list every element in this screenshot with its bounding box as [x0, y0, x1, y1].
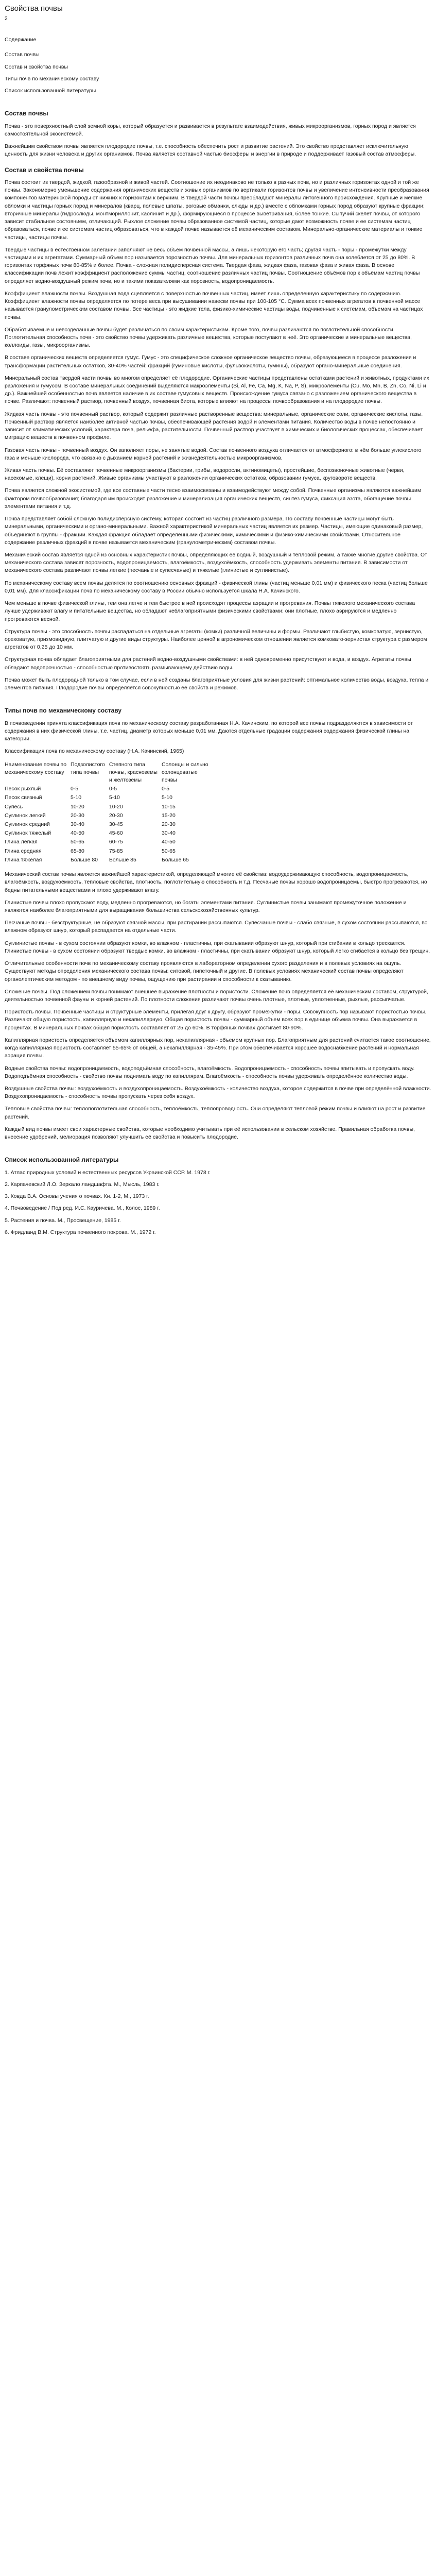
table-cell: 10-20 [71, 803, 84, 810]
paragraph: Почва - это поверхностный слой земной коры, который образуется и развивается в результате взаимодействия, живых микроорганизмов, горных пород и является самостоятельной экосистемой. [5, 123, 416, 137]
paragraph: Твердые частицы в естественном залегании заполняют не весь объем почвенной массы, а лишь некоторую его часть; другая часть - поры - промежутки между частицами и их агрегатами. Суммарный объем пор называется порозностью почвы. Для минеральных горизонтов различных почв она колеблется от 25 до 80%. В горизонтах торфяных почв 80-85% и более. Почва - сложная полидисперсная система. Твердая фаза, жидкая фаза, газовая фаза и живая фаза. В основе классификации почв лежит коэффициент расположение суммы частиц, соотношение различных частиц почвы. Соотношение объёмов пор к объёмам частиц почвы определяет водно-воздушный режим почв, но и такими показателями как порозность, водопроницаемость. [5, 246, 420, 284]
table-row [5, 803, 213, 811]
table-cell: 5-10 [71, 794, 82, 801]
paragraph: Каждый вид почвы имеет свои характерные свойства, которые необходимо учитывать при её использовании в сельском хозяйстве. Правильная обработка почвы, внесение удобрений, мелиорация позволяют улучшить её свойства и повысить плодородие. [5, 1126, 415, 1141]
table-cell: Глина средняя [5, 848, 42, 854]
paragraph: Песчаные почвы - безструктурные, не образуют связной массы, при растирании рассыпаются. Супесчаные почвы - слабо связные, в сухом состоянии рассыпаются, во влажном образуют шнур, который распадается на отдельные части. [5, 920, 428, 934]
section-heading: Состав почвы [5, 110, 48, 117]
table-cell: Суглинок тяжелый [5, 830, 51, 837]
table-header-cell: Подзолистого типа почвы [71, 761, 105, 775]
paragraph: Суглинистые почвы - в сухом состоянии образуют комки, во влажном - пластичны, при скатывании образуют шнур, который при сгибании в кольцо трескается. Глинистые почвы - в сухом состоянии образуют твердые комки, во влажном - пластичны, при скатывании образуют шнур, который легко сгибается в кольцо без трещин. [5, 940, 430, 954]
paragraph: Почва является сложной экосистемой, где все составные части тесно взаимосвязаны и взаимодействуют между собой. Почвенные организмы являются важнейшим фактором почвообразования; благодаря им происходит разложение и минерализация органических веществ, синтез гумуса, фиксация азота, обогащение почвы элементами питания и т.д. [5, 487, 422, 510]
document-title: Свойства почвы [5, 4, 63, 13]
section-body [5, 123, 431, 159]
paragraph: Водные свойства почвы: водопроницаемость, водоподъёмная способность, влагоёмкость. Водопроницаемость - способность почвы впитывать и пропускать воду. Водоподъёмная способность - свойство почвы поднимать воду по капиллярам. Влагоёмкость - способность почвы удерживать определённое количество воды. [5, 1065, 415, 1079]
paragraph: Важнейшим свойством почвы является плодородие почвы, т.е. способность обеспечить рост и развитие растений. Это свойство представляет исключительную ценность для жизни человека и других организмов. Почва является составной частью биосферы и энергии в природе и поддерживает газовый состав атмосферы. [5, 143, 416, 158]
paragraph: Механический состав почвы является важнейшей характеристикой, определяющей многие её свойства: водоудерживающую способность, водопроницаемость, влагоёмкость, воздухоёмкость, тепловые свойства, плотность, поглотительную способность и т.д. Песчаные почвы хорошо водопроницаемы, быстро прогреваются, но бедны питательными веществами и плохо удерживают влагу. [5, 871, 427, 893]
table-cell: Песок связный [5, 794, 42, 801]
toc-item[interactable]: Состав и свойства почвы [5, 63, 68, 70]
table-cell: 50-65 [71, 839, 84, 845]
paragraph: Структура почвы - это способность почвы распадаться на отдельные агрегаты (комки) различной величины и формы. Различают глыбистую, комковатую, зернистую, ореховатую, призмовидную, плитчатую и другие виды структуры. Наиболее ценной в агрономическом отношении является комковато-зернистая структура с размером агрегатов от 0,25 до 10 мм. [5, 628, 427, 651]
paragraph: Обработываемые и невозделанные почвы будет различаться по своим характеристикам. Кроме того, почвы различаются по поглотительной способности. Поглотительная способность почв - это свойство почвы удерживать различные вещества, которые поступают в неё. Это органические и минеральные вещества, коллоиды, газы, микроорганизмы. [5, 326, 412, 349]
paragraph: Тепловые свойства почвы: теплопоглотительная способность, теплоёмкость, теплопроводность. Они определяют тепловой режим почвы и влияют на рост и развитие растений. [5, 1106, 426, 1120]
soil-texture-table [5, 760, 213, 865]
toc-item[interactable]: Типы почв по механическому составу [5, 75, 99, 82]
table-cell: 30-40 [161, 830, 176, 837]
paragraph: Жидкая часть почвы - это почвенный раствор, который содержит различные растворенные вещества: минеральные, органические соли, органические кислоты, газы. Почвенный раствор является наиболее активной частью почвы, обеспечивающей растения водой и элементами питания. Количество воды в почве непостоянно и зависит от климатических условий, характера почв, рельефа, растительности. Почвенный раствор участвует в химических и биологических процессах, обеспечивает миграцию веществ в почвенном профиле. [5, 411, 423, 441]
table-of-contents [5, 51, 431, 95]
table-cell: 40-50 [71, 830, 84, 837]
table-cell: 30-45 [109, 821, 123, 828]
table-caption: Классификация почв по механическому составу (Н.А. Качинский, 1965) [5, 748, 184, 755]
paragraph: По механическому составу всем почвы делятся по соотношению основных фракций - физической глины (частиц меньше 0,01 мм) и физического песка (частиц больше 0,01 мм). Для классификации почв по механическому составу в России обычно используется шкала Н.А. Качинского. [5, 580, 428, 594]
paragraph: Почва представляет собой сложную полидисперсную систему, которая состоит из частиц различного размера. По составу почвенные частицы могут быть минеральными, органическими и органо-минеральными. Важной характеристикой минеральных частиц является их размер. Частицы, имеющие одинаковый размер, объединяют в группы - фракции. Каждая фракция обладает определенными физическими, химическими и физико-химическими свойствами. Относительное содержание различных фракций в почве называется механическим (гранулометрическим) составом почвы. [5, 516, 423, 546]
table-cell: 15-20 [161, 812, 176, 819]
paragraph: В почвоведении принята классификация почв по механическому составу разработанная Н.А. Качинским, по которой все почвы подразделяются в зависимости от содержания в них физической глины, т.е. частиц, диаметр которых меньше 0,01 мм. Даются отдельные градации содержания содержания физической глины на категории. [5, 720, 413, 742]
table-cell: 45-60 [109, 830, 123, 837]
table-cell: 10-15 [161, 803, 176, 810]
paragraph: Почва состоит из твердой, жидкой, газообразной и живой частей. Соотношение их неодинаково не только в разных почв, но и различных горизонтах одной и той же почвы. Закономерно уменьшение содержания органических веществ и живых организмов по вертикали горизонтов почвы и увеличение интенсивности преобразования компонентов материнской породы от нижних к горизонтам к верхним. В твердой части почвы преобладают минералы литогенного происхождения. Крупные и мелкие обломки и частицы горных пород и минералов (кварц, полевые шпаты, роговые обманки, слюды и др.) вместе с обломками горных пород образуют крупные фракции; вторичные минералы (гидрослюды, монтмориллонит, каолинит и др.), формирующиеся в процессе выветривания, более тонкие. Сыпучий скелет почвы, от которого зависит стабильное состоянием, отличающий. Рыхлое сложение почвы образованное системой частиц, которые дают возможность почве и ее системам частиц образоваться, почве и ее системам частиц образоваться, что в каждой почве называется её механическим составом. Минерально-органические материалы и тонкие частицы, частицы почвы. [5, 179, 429, 241]
table-header-row [5, 760, 213, 785]
table-cell: 75-85 [109, 848, 123, 854]
page-number: 2 [5, 15, 8, 22]
table-body [5, 785, 213, 865]
paragraph: Механический состав является одной из основных характеристик почвы, определяющих её водный, воздушный и тепловой режим, а также многие другие свойства. От механического состава зависят порозность, водопроницаемость, влагоёмкость, воздухоёмкость, способность удерживать элементы питания. В зависимости от механического состава различают почвы легкие (песчаные и супесчаные) и тяжелые (глинистые и суглинистые). [5, 551, 427, 574]
paragraph: Коэффициент влажности почвы. Воздушная вода сцепляется с поверхностью почвенных частиц, имеет лишь определенную характеристику по содержанию. Коэффициент влажности почвы определяется по потере веса при высушивании навески почвы при 100-105 °С. Сумма всех почвенных агрегатов в почвенной массе называется гранулометрическим составом почвы. Все частицы - это жидкие тела, физико-химические частицы воды, подчиненные к системам, объемам на частицах почвы. [5, 290, 423, 320]
toc-item[interactable]: Список использованной литературы [5, 88, 96, 94]
table-row [5, 811, 213, 820]
table-header-cell: Наименование почвы по механическому составу [5, 761, 67, 775]
table-cell: 0-5 [109, 786, 117, 792]
table-row [5, 838, 213, 846]
document-page [0, 0, 436, 1246]
table-cell: 5-10 [161, 794, 172, 801]
paragraph: Глинистые почвы плохо пропускают воду, медленно прогреваются, но богаты элементами питания. Суглинистые почвы занимают промежуточное положение и являются наиболее благоприятными для выращивания большинства сельскохозяйственных культур. [5, 899, 407, 914]
paragraph: Пористость почвы. Почвенные частицы и структурные элементы, прилегая друг к другу, образуют промежутки - поры. Совокупность пор называют пористостью почвы. Различают общую пористость, капиллярную и некапиллярную. Общая пористость почвы - суммарный объем всех пор в единице объема почвы. Она выражается в процентах. В минеральных почвах общая пористость составляет от 25 до 60%. В торфяных почвах достигает 80-90%. [5, 1009, 427, 1031]
reference-item: 2. Карпачевский Л.О. Зеркало ландшафта. М., Мысль, 1983 г. [5, 1181, 160, 1188]
section-heading: Состав и свойства почвы [5, 166, 84, 174]
table-cell: Песок рыхлый [5, 786, 41, 792]
table-row [5, 847, 213, 856]
table-cell: Суглинок средний [5, 821, 50, 828]
paragraph: Чем меньше в почве физической глины, тем она легче и тем быстрее в ней происходят процессы аэрации и прогревания. Почвы тяжелого механического состава лучше удерживают влагу и питательные вещества, но обладают неблагоприятными физическими свойствами: они плотные, плохо аэрируются и медленно прогреваются весной. [5, 600, 415, 622]
paragraph: Сложение почвы. Под сложением почвы понимают внешнее выражение плотности и пористости. Сложение почв определяется её механическим составом, структурой, деятельностью почвенной фауны и корней растений. По плотности сложения различают почвы очень плотные, плотные, уплотненные, рыхлые, рассыпчатые. [5, 988, 428, 1003]
section-heading: Типы почв по механическому составу [5, 707, 122, 715]
table-cell: 20-30 [71, 812, 84, 819]
table-row [5, 820, 213, 829]
paragraph: В составе органических веществ определяется гумус. Гумус - это специфическое сложное органическое вещество почвы, образующееся в процессе разложения и трансформации растительных остатков, 30-40% частей: фракций (гуминовые кислоты, фульвокислоты, гумины), образуют органо-минеральные соединения. [5, 354, 416, 369]
section-heading: Список использованной литературы [5, 1156, 119, 1164]
paragraph: Отличительные особенности почв по механическому составу проявляются в лабораторном определении сухого разделения и в полевых условиях на ощупь. Существуют методы определения механического состава почвы: ситовой, пипеточный и другие. В полевых условиях механический состав почвы определяют органолептическим методом - по внешнему виду почвы, ощущению при растирании и способности к скатыванию. [5, 960, 404, 982]
table-cell: 10-20 [109, 803, 123, 810]
reference-list [5, 1169, 431, 1236]
paragraph: Минеральный состав твердой части почвы во многом определяет её плодородие. Органические частицы представлены остатками растений и животных, продуктами их разложения и гумусом. В составе минеральных соединений выделяются макроэлементы (Si, Al, Fe, Ca, Mg, K, Na, P, S), микроэлементы (Cu, Mo, Mn, B, Zn, Co, Ni, Li и др.). Важнейшей особенностью почв является наличие в их составе гумусовых веществ. Происхождение гумуса связано с разложением органического вещества в почве. Различают: почвенный раствор, почвенный воздух, почвенная биота, которые влияют на процессы почвообразования и на плодородие почвы. [5, 375, 429, 405]
paragraph: Газовая часть почвы - почвенный воздух. Он заполняет поры, не занятые водой. Состав почвенного воздуха отличается от атмосферного: в нём больше углекислого газа и меньше кислорода, что связано с дыханием корней растений и жизнедеятельностью микроорганизмов. [5, 447, 422, 461]
toc-item[interactable]: Состав почвы [5, 52, 40, 58]
table-row [5, 793, 213, 802]
reference-item: 5. Растения и почва. М., Просвещение, 1985 г. [5, 1217, 121, 1224]
paragraph: Почва может быть плодородной только в том случае, если в ней созданы благоприятные условия для жизни растений: оптимальное количество воды, воздуха, тепла и элементов питания. Плодородие почвы определяется совокупностью её свойств и режимов. [5, 676, 429, 691]
paragraph: Структурная почва обладает благоприятными для растений водно-воздушными свойствами: в ней одновременно присутствуют и вода, и воздух. Агрегаты почвы обладают водопрочностью - способностью противостоять размывающему действию воды. [5, 656, 411, 671]
contents-label: Содержание [5, 37, 37, 43]
section-body [5, 871, 431, 1141]
table-cell: 60-75 [109, 839, 123, 845]
table-cell: 20-30 [109, 812, 123, 819]
table-cell: 50-65 [161, 848, 176, 854]
table-cell: Суглинок легкий [5, 812, 46, 819]
table-cell: Больше 80 [71, 856, 98, 863]
reference-item: 3. Ковда В.А. Основы учения о почвах. Кн. 1-2, М., 1973 г. [5, 1193, 149, 1200]
table-cell: 5-10 [109, 794, 120, 801]
table-cell: Глина тяжелая [5, 856, 42, 863]
table-cell: 30-40 [71, 821, 84, 828]
table-row [5, 785, 213, 793]
table-header-cell: Степного типа почвы, красноземы и желтоземы [109, 761, 158, 783]
table-cell: Супесь [5, 803, 23, 810]
paragraph: Живая часть почвы. Её составляют почвенные микроорганизмы (бактерии, грибы, водоросли, актиномицеты), простейшие, беспозвоночные животные (черви, насекомые, клещи), корни растений. Живые организмы участвуют в разложении органических остатков, образовании гумуса, круговороте веществ. [5, 467, 405, 482]
reference-item: 4. Почвоведение / Под ред. И.С. Кауричева. М., Колос, 1989 г. [5, 1205, 160, 1212]
table-cell: 0-5 [71, 786, 79, 792]
table-cell: Больше 65 [161, 856, 189, 863]
paragraph: Капиллярная пористость определяется объемом капиллярных пор, некапиллярная - объемом крупных пор. Благоприятным для растений считается такое соотношение, когда капиллярная пористость составляет 55-65% от общей, а некапиллярная - 35-45%. При этом обеспечивается хорошее водоснабжение растений и нормальная аэрация почвы. [5, 1037, 431, 1059]
table-header-cell: Солонцы и сильно солонцеватые почвы [161, 761, 208, 783]
table-cell: Больше 85 [109, 856, 136, 863]
table-row [5, 856, 213, 865]
paragraph: Воздушные свойства почвы: воздухоёмкость и воздухопроницаемость. Воздухоёмкость - количество воздуха, которое содержится в почве при определённой влажности. Воздухопроницаемость - способность почвы пропускать через себя воздух. [5, 1085, 431, 1100]
table-cell: Глина легкая [5, 839, 38, 845]
reference-item: 6. Фридланд В.М. Структура почвенного покрова. М., 1972 г. [5, 1229, 156, 1235]
table-cell: 65-80 [71, 848, 84, 854]
table-cell: 20-30 [161, 821, 176, 828]
table-cell: 40-50 [161, 839, 176, 845]
table-row [5, 829, 213, 838]
reference-item: 1. Атлас природных условий и естественных ресурсов Украинской ССР. М. 1978 г. [5, 1169, 211, 1176]
table-cell: 0-5 [161, 786, 170, 792]
section-body [5, 179, 431, 692]
